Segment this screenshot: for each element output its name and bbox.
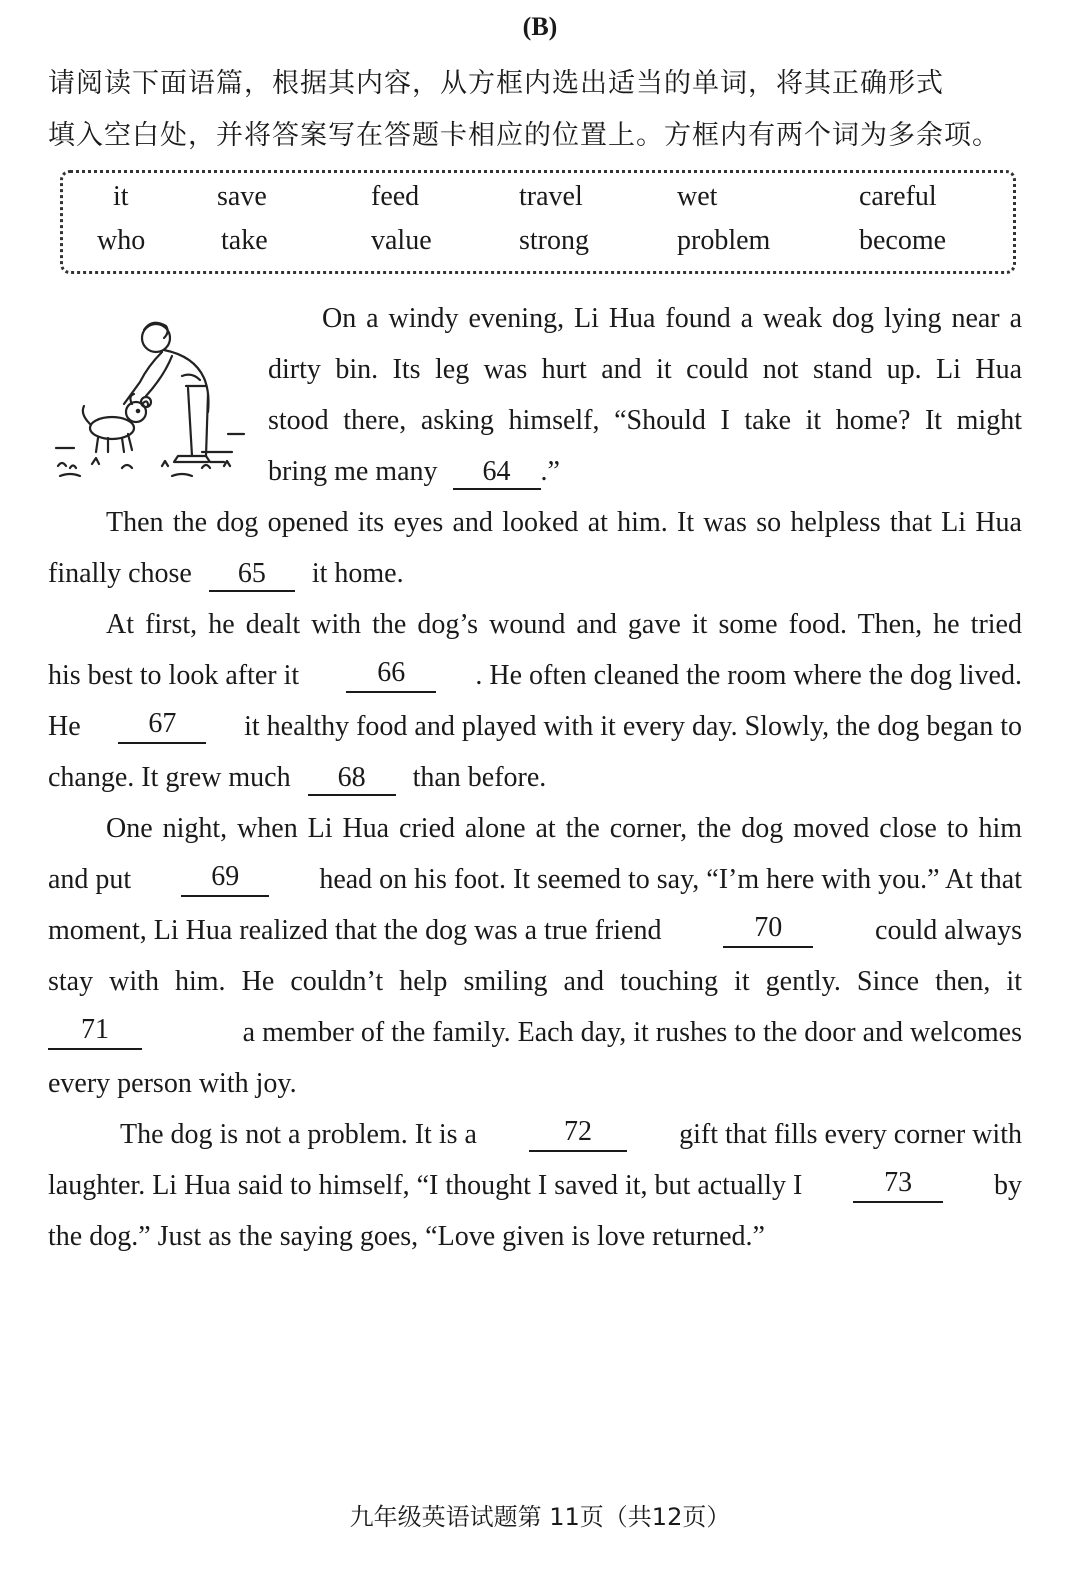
answer-blank-69[interactable]: 69 <box>181 863 269 897</box>
passage-text: bring me many <box>268 456 438 487</box>
passage-text: laughter. Li Hua said to himself, “I thought I saved it, but actually I <box>48 1170 803 1201</box>
passage-text: finally chose <box>48 558 192 589</box>
passage-text: it home. <box>311 558 404 589</box>
word-box-item: take <box>221 225 268 256</box>
passage-text: his best to look after it <box>48 660 300 691</box>
passage-text: gift that fills every corner with <box>679 1119 1022 1150</box>
passage-line <box>48 1169 1022 1203</box>
passage-line: stood there, asking himself, “Should I take it home? It might <box>268 405 1022 436</box>
passage-text: moment, Li Hua realized that the dog was a true friend <box>48 915 662 946</box>
passage-text: it healthy food and played with it every day. Slowly, the dog began to <box>244 711 1022 742</box>
word-box-item: strong <box>519 225 589 256</box>
passage-line <box>48 761 546 796</box>
answer-blank-68[interactable]: 68 <box>308 764 396 796</box>
passage-line: On a windy evening, Li Hua found a weak dog lying near a <box>322 303 1022 334</box>
passage-line <box>120 1118 1022 1152</box>
passage-text: than before. <box>412 762 547 793</box>
boy-feeding-dog-illustration <box>52 316 252 488</box>
word-box-item: value <box>371 225 432 256</box>
answer-blank-70[interactable]: 70 <box>723 914 813 948</box>
passage-line: dirty bin. Its leg was hurt and it could not stand up. Li Hua <box>268 354 1022 385</box>
passage-text: by <box>993 1170 1022 1201</box>
word-box-item: feed <box>371 181 420 212</box>
passage-text: The dog is not a problem. It is a <box>120 1119 477 1150</box>
answer-blank-72[interactable]: 72 <box>529 1118 627 1152</box>
section-title: (B) <box>522 12 558 41</box>
word-box-item: it <box>113 181 129 212</box>
instruction-line-1: 请阅读下面语篇，根据其内容，从方框内选出适当的单词，将其正确形式 <box>48 68 944 99</box>
word-box-item: problem <box>677 225 771 256</box>
word-box-item: careful <box>859 181 937 212</box>
answer-blank-73[interactable]: 73 <box>853 1169 943 1203</box>
passage-text: change. It grew much <box>48 762 291 793</box>
answer-blank-65[interactable]: 65 <box>209 560 295 592</box>
passage-line: every person with joy. <box>48 1068 297 1099</box>
passage-line: One night, when Li Hua cried alone at the corner, the dog moved close to him <box>106 813 1022 844</box>
word-box <box>60 170 1016 274</box>
word-box-item: wet <box>677 181 718 212</box>
word-box-item: travel <box>519 181 583 212</box>
passage-text: He <box>48 711 81 742</box>
page-footer: 九年级英语试题第 11页（共12页） <box>349 1503 731 1531</box>
word-box-item: become <box>859 225 947 256</box>
passage-text: could always <box>875 915 1022 946</box>
passage-line: stay with him. He couldn’t help smiling and touching it gently. Since then, it <box>48 966 1022 997</box>
passage-line <box>48 710 1022 744</box>
word-box-item: who <box>97 225 146 256</box>
passage-line <box>48 863 1022 897</box>
passage-line: Then the dog opened its eyes and looked at him. It was so helpless that Li Hua <box>106 507 1022 538</box>
passage-text: . He often cleaned the room where the dog lived. <box>475 660 1022 691</box>
passage-line <box>48 914 1022 948</box>
instruction-line-2: 填入空白处，并将答案写在答题卡相应的位置上。方框内有两个词为多余项。 <box>48 120 1000 151</box>
answer-blank-71[interactable]: 71 <box>48 1016 142 1050</box>
passage-line <box>48 659 1022 693</box>
passage-text: head on his foot. It seemed to say, “I’m here with you.” At that <box>319 864 1022 895</box>
answer-blank-67[interactable]: 67 <box>118 710 206 744</box>
passage-line <box>48 1016 1022 1050</box>
answer-blank-66[interactable]: 66 <box>346 659 436 693</box>
passage-line <box>268 455 560 490</box>
passage-line <box>48 557 404 592</box>
answer-blank-64[interactable]: 64 <box>453 458 541 490</box>
passage-text: .” <box>540 456 560 487</box>
word-box-item: save <box>217 181 267 212</box>
passage-text: a member of the family. Each day, it rushes to the door and welcomes <box>242 1017 1022 1048</box>
passage-text: and put <box>48 864 132 895</box>
passage-line: At first, he dealt with the dog’s wound and gave it some food. Then, he tried <box>106 609 1022 640</box>
passage-line: the dog.” Just as the saying goes, “Love given is love returned.” <box>48 1221 765 1252</box>
